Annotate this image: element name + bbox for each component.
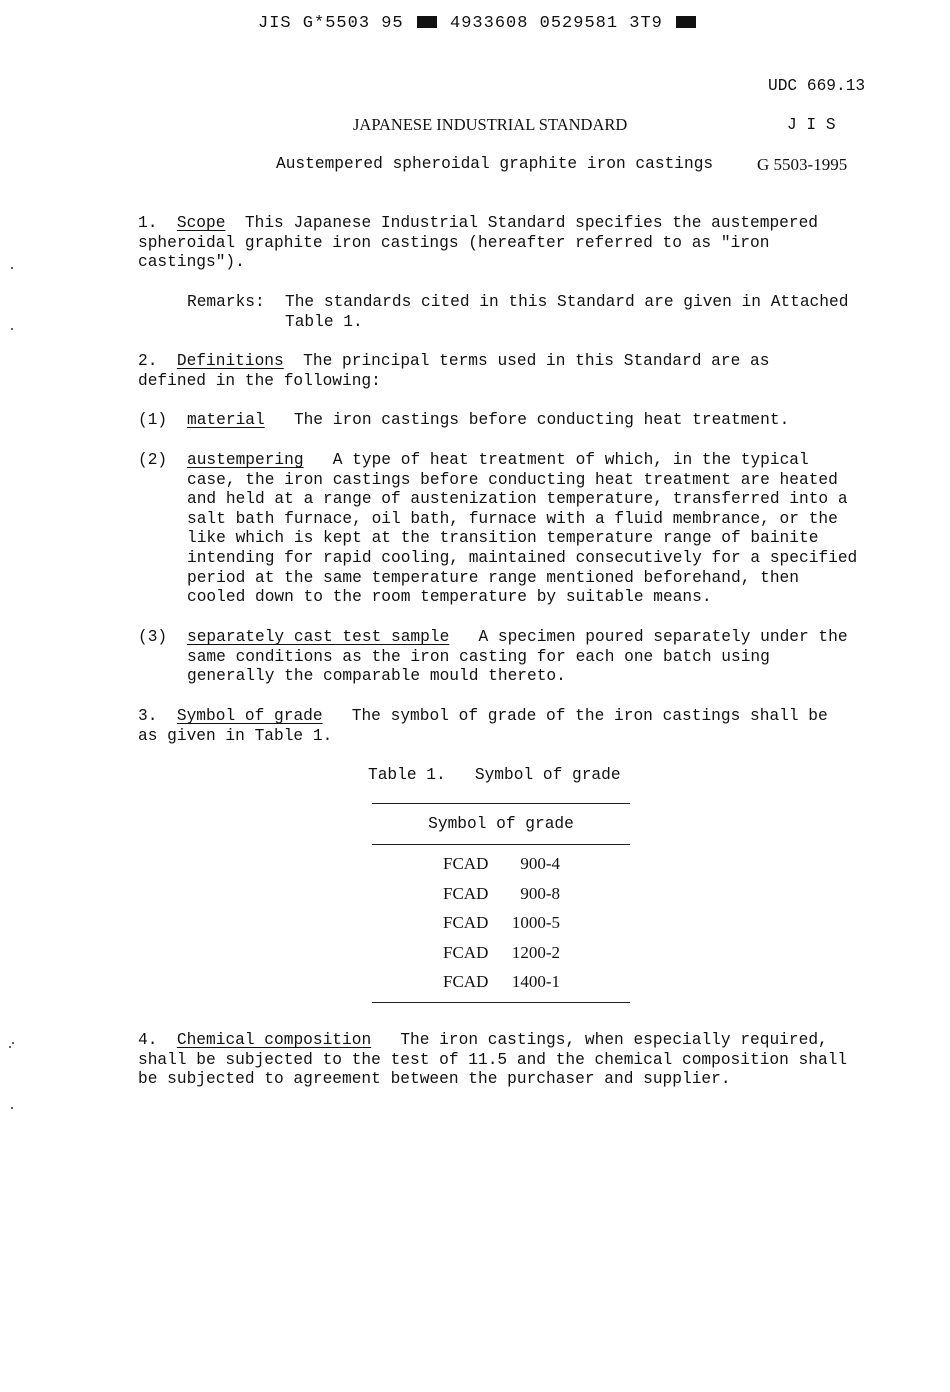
scan-speck (12, 1042, 14, 1044)
definition-text: intending for rapid cooling, maintained consecutively for a specified (187, 548, 858, 567)
grade-value: 900-4 (520, 854, 560, 873)
remarks-line: Table 1. (285, 312, 363, 331)
section-heading: Scope (176, 214, 226, 232)
definition-term: austempering (187, 451, 304, 469)
section-heading: Definitions (176, 352, 284, 370)
page-header-code: 4933608 0529581 3T9 (450, 14, 663, 33)
document-title: Austempered spheroidal graphite iron castings (276, 155, 714, 173)
barcode-block-icon (417, 16, 437, 28)
remarks-line: The standards cited in this Standard are given in Attached (285, 293, 849, 311)
section-definitions (138, 352, 878, 391)
definition-text: same conditions as the iron casting for each one batch using (187, 647, 770, 666)
grade-prefix: FCAD (443, 883, 489, 903)
definition-text: cooled down to the room temperature by suitable means. (187, 588, 712, 607)
definition-text: salt bath furnace, oil bath, furnace with a fluid membrance, or the (187, 509, 838, 528)
remarks-text (285, 293, 848, 332)
grade-table (372, 803, 630, 1003)
definition-text: The iron castings before conducting heat treatment. (293, 411, 790, 429)
section-heading: Symbol of grade (176, 707, 323, 725)
grade-value: 1000-5 (511, 913, 560, 932)
definition-text: A specimen poured separately under the (478, 628, 848, 646)
section-number: 4. (138, 1031, 158, 1049)
section-number: 1. (138, 214, 158, 232)
scan-speck (11, 328, 13, 330)
scan-speck (11, 267, 13, 269)
table-row (372, 849, 630, 879)
definition-number: (2) (138, 451, 168, 469)
scan-speck (11, 1107, 13, 1109)
definition-text: case, the iron castings before conducting heat treatment are heated (187, 470, 838, 489)
remarks-label: Remarks: (187, 293, 265, 311)
jis-mark: J I S (787, 116, 836, 134)
section-text: spheroidal graphite iron castings (hereafter referred to as "iron (138, 233, 770, 252)
section-text: castings"). (138, 253, 245, 272)
grade-value: 1400-1 (511, 972, 560, 991)
definition-term: material (187, 411, 265, 429)
table-row (372, 938, 630, 968)
table-row (372, 967, 630, 997)
definition-text: A type of heat treatment of which, in the typical (332, 451, 809, 469)
section-text: The symbol of grade of the iron castings shall be (351, 707, 828, 725)
page-header (258, 14, 698, 34)
definition-number: (1) (138, 411, 168, 429)
section-scope (138, 214, 878, 273)
section-text: The iron castings, when especially required, (400, 1031, 828, 1049)
table-bottom-rule (372, 1002, 630, 1003)
section-heading: Chemical composition (176, 1031, 372, 1049)
table-caption: Table 1. Symbol of grade (368, 766, 621, 784)
page-header-id: JIS G*5503 95 (258, 14, 404, 33)
table-header: Symbol of grade (428, 815, 574, 833)
section-text: as given in Table 1. (138, 726, 333, 745)
section-text: The principal terms used in this Standard are as (303, 352, 770, 370)
grade-prefix: FCAD (443, 972, 489, 991)
definition-text: like which is kept at the transition temperature range of bainite (187, 529, 819, 548)
grade-value: 900-8 (520, 883, 560, 903)
grade-prefix: FCAD (443, 913, 489, 932)
section-text: be subjected to agreement between the purchaser and supplier. (138, 1070, 731, 1089)
section-number: 2. (138, 352, 158, 370)
section-text: defined in the following: (138, 371, 381, 390)
section-symbol-of-grade (138, 707, 878, 746)
grade-prefix: FCAD (443, 942, 489, 962)
table-row (372, 908, 630, 938)
scan-speck (9, 1046, 11, 1048)
definition-text: generally the comparable mould thereto. (187, 667, 566, 686)
standard-number: G 5503-1995 (757, 155, 848, 174)
section-chemical-composition (138, 1031, 878, 1090)
section-text: This Japanese Industrial Standard specifies the austempered (244, 214, 819, 232)
standard-org: JAPANESE INDUSTRIAL STANDARD (353, 115, 628, 134)
section-number: 3. (138, 707, 158, 725)
udc-number: UDC 669.13 (768, 77, 866, 95)
definition-text: and held at a range of austenization temperature, transferred into a (187, 490, 848, 509)
barcode-block-icon (676, 16, 696, 28)
definition-text: period at the same temperature range mentioned beforehand, then (187, 568, 799, 587)
definition-term: separately cast test sample (187, 628, 450, 646)
grade-value: 1200-2 (511, 942, 560, 962)
grade-prefix: FCAD (443, 854, 489, 873)
section-text: shall be subjected to the test of 11.5 and the chemical composition shall (138, 1050, 848, 1069)
table-row (372, 879, 630, 909)
definition-number: (3) (138, 628, 168, 646)
